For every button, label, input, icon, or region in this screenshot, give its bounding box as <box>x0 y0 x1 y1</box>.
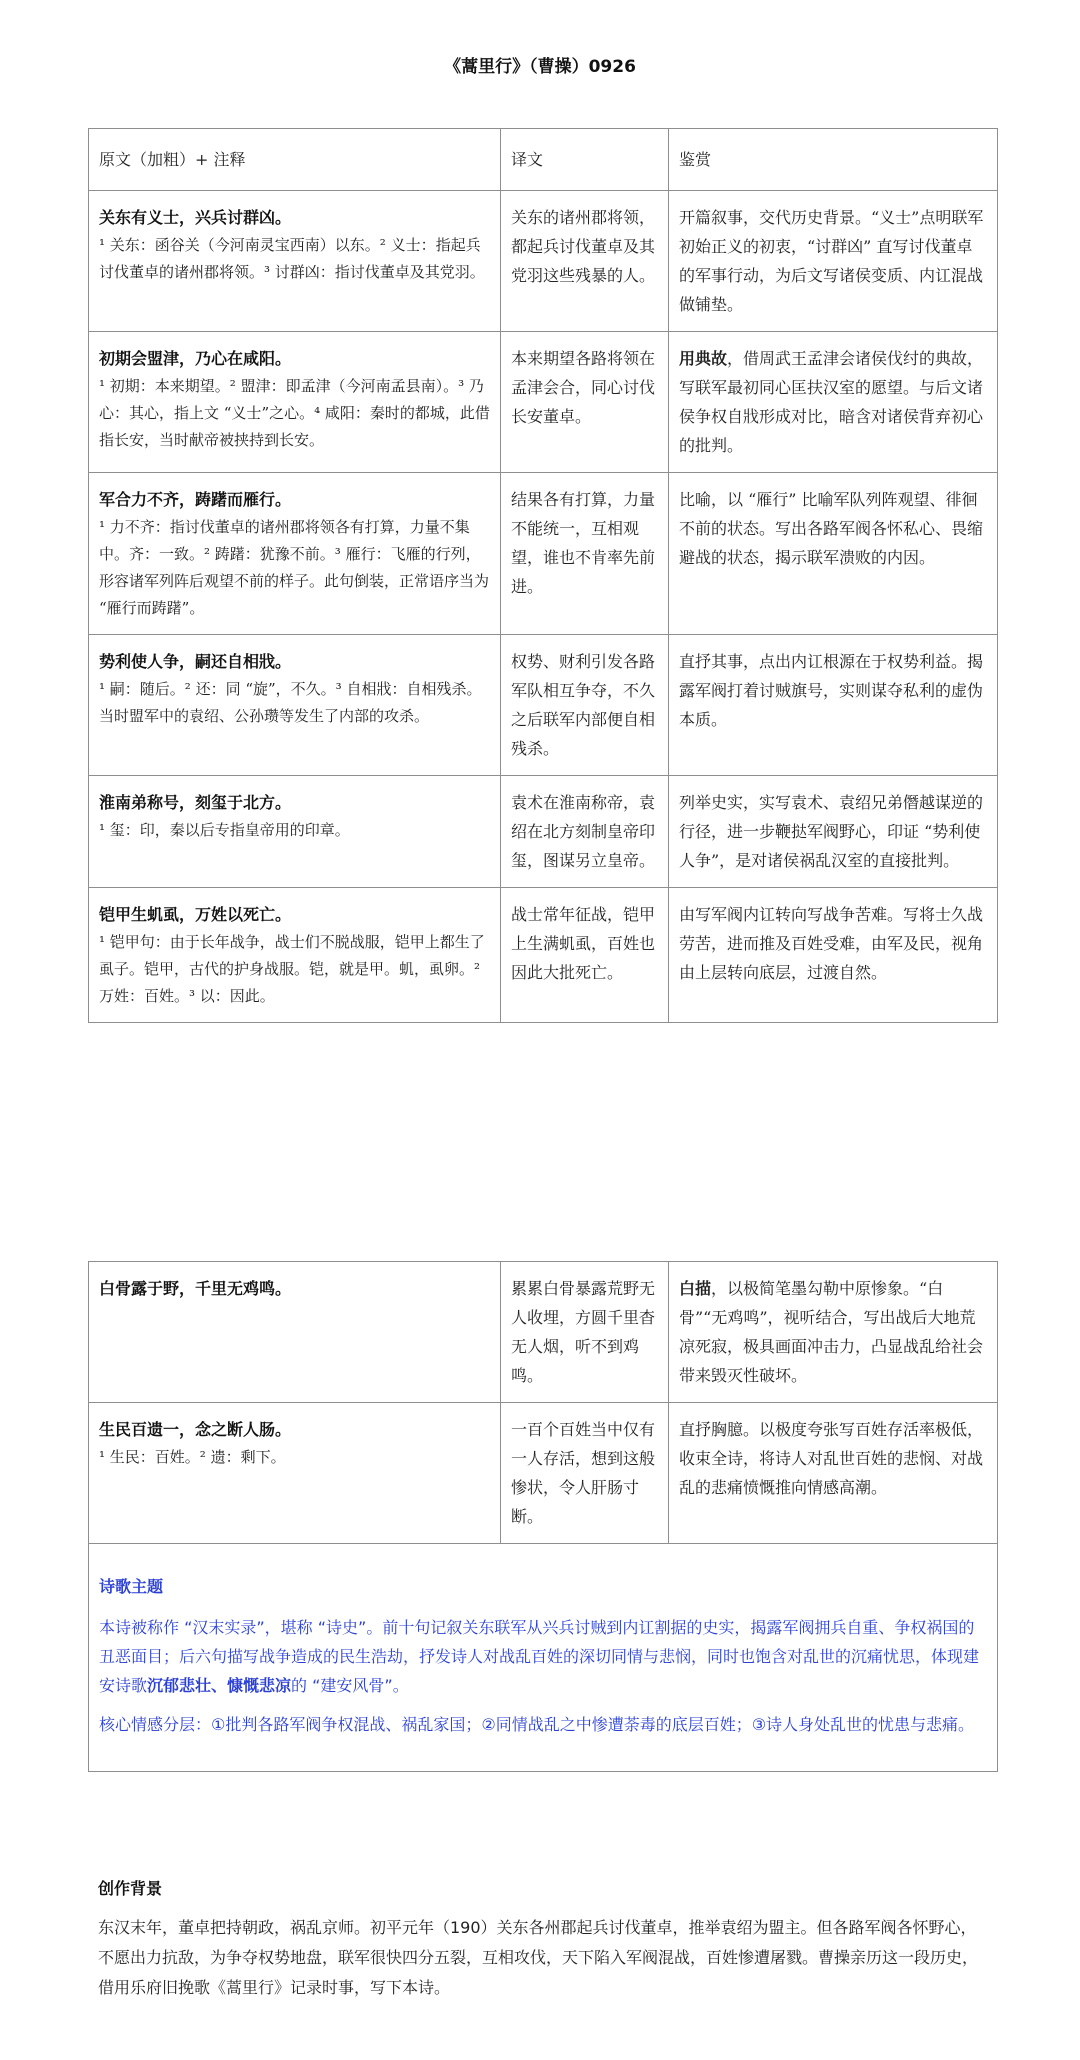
theme-row <box>89 1544 998 1772</box>
annotation: ¹ 关东：函谷关（今河南灵宝西南）以东。² 义士：指起兵讨伐董卓的诸州郡将领。³ 讨群凶：指讨伐董卓及其党羽。 <box>99 236 485 281</box>
original-cell <box>89 191 501 332</box>
emotion-layers: 核心情感分层：①批判各路军阀争权混战、祸乱家国；②同情战乱之中惨遭荼毒的底层百姓；③诗人身处乱世的忧患与悲痛。 <box>99 1715 975 1734</box>
original-cell <box>89 635 501 776</box>
appreciation-cell: 直抒胸臆。以极度夸张写百姓存活率极低，收束全诗，将诗人对乱世百姓的悲悯、对战乱的悲痛愤慨推向情感高潮。 <box>669 1403 998 1544</box>
table-header-row <box>89 129 998 191</box>
original-cell <box>89 776 501 888</box>
translation-cell: 本来期望各路将领在孟津会合，同心讨伐长安董卓。 <box>501 332 669 473</box>
original-cell <box>89 332 501 473</box>
appreciation-cell <box>669 1262 998 1403</box>
appreciation-cell: 比喻，以 “雁行” 比喻军队列阵观望、徘徊不前的状态。写出各路军阀各怀私心、畏缩避战的状态，揭示联军溃败的内因。 <box>669 473 998 635</box>
table-row <box>89 888 998 1023</box>
annotation: ¹ 玺：印，秦以后专指皇帝用的印章。 <box>99 821 350 839</box>
original-line: 势利使人争，嗣还自相戕。 <box>99 652 292 671</box>
annotation: ¹ 力不齐：指讨伐董卓的诸州郡将领各有打算，力量不集中。齐：一致。² 踌躇：犹豫不前。³ 雁行：飞雁的行列，形容诸军列阵后观望不前的样子。此句倒装，正常语序当为 “雁行而踌躇”。 <box>99 518 490 617</box>
page-title: 《蒿里行》（曹操）0926 <box>444 57 636 77</box>
original-cell <box>89 888 501 1023</box>
theme-cell <box>89 1544 998 1772</box>
annotation: ¹ 嗣：随后。² 还：同 “旋”，不久。³ 自相戕：自相残杀。当时盟军中的袁绍、公孙瓒等发生了内部的攻杀。 <box>99 680 482 725</box>
translation-cell: 累累白骨暴露荒野无人收埋，方圆千里杳无人烟，听不到鸡鸣。 <box>501 1262 669 1403</box>
translation-cell: 袁术在淮南称帝，袁绍在北方刻制皇帝印玺，图谋另立皇帝。 <box>501 776 669 888</box>
annotation: ¹ 铠甲句：由于长年战争，战士们不脱战服，铠甲上都生了虱子。铠甲，古代的护身战服。铠，就是甲。虮，虱卵。² 万姓：百姓。³ 以：因此。 <box>99 933 485 1005</box>
translation-cell: 结果各有打算，力量不能统一，互相观望，谁也不肯率先前进。 <box>501 473 669 635</box>
appreciation-keyword: 用典故 <box>679 349 728 368</box>
appreciation-cell: 开篇叙事，交代历史背景。“义士”点明联军初始正义的初衷，“讨群凶” 直写讨伐董卓的军事行动，为后文写诸侯变质、内讧混战做铺垫。 <box>669 191 998 332</box>
theme-text-end: 的 “建安风骨”。 <box>291 1676 409 1695</box>
translation-cell: 权势、财利引发各路军队相互争夺，不久之后联军内部便自相残杀。 <box>501 635 669 776</box>
header-appreciation: 鉴赏 <box>669 129 998 191</box>
poem-table <box>88 128 998 1023</box>
appreciation-cell <box>669 332 998 473</box>
original-cell <box>89 473 501 635</box>
table-row <box>89 635 998 776</box>
theme-title: 诗歌主题 <box>99 1577 164 1596</box>
header-original: 原文（加粗）+ 注释 <box>89 129 501 191</box>
original-line: 白骨露于野，千里无鸡鸣。 <box>99 1279 292 1298</box>
original-line: 铠甲生虮虱，万姓以死亡。 <box>99 905 292 924</box>
table-row <box>89 1403 998 1544</box>
table-row <box>89 473 998 635</box>
appreciation-text: ，借周武王孟津会诸侯伐纣的典故，写联军最初同心匡扶汉室的愿望。与后文诸侯争权自戕形成对比，暗含对诸侯背弃初心的批判。 <box>679 349 984 455</box>
table-row <box>89 332 998 473</box>
poem-table-continued <box>88 1261 998 1772</box>
original-line: 军合力不齐，踌躇而雁行。 <box>99 490 292 509</box>
background-title: 创作背景 <box>98 1879 163 1898</box>
appreciation-cell: 直抒其事，点出内讧根源在于权势利益。揭露军阀打着讨贼旗号，实则谋夺私利的虚伪本质。 <box>669 635 998 776</box>
original-cell <box>89 1403 501 1544</box>
table-row <box>89 1262 998 1403</box>
original-line: 淮南弟称号，刻玺于北方。 <box>99 793 292 812</box>
background-text: 东汉末年，董卓把持朝政，祸乱京师。初平元年（190）关东各州郡起兵讨伐董卓，推举袁绍为盟主。但各路军阀各怀野心，不愿出力抗敌，为争夺权势地盘，联军很快四分五裂，互相攻伐，天下陷入军阀混战，百姓惨遭屠戮。曹操亲历这一段历史，借用乐府旧挽歌《蒿里行》记录时事，写下本诗。 <box>98 1918 979 1997</box>
original-line: 生民百遗一，念之断人肠。 <box>99 1420 292 1439</box>
background-section <box>98 1876 984 2003</box>
translation-cell: 战士常年征战，铠甲上生满虮虱，百姓也因此大批死亡。 <box>501 888 669 1023</box>
header-translation: 译文 <box>501 129 669 191</box>
original-line: 初期会盟津，乃心在咸阳。 <box>99 349 292 368</box>
translation-cell: 关东的诸州郡将领，都起兵讨伐董卓及其党羽这些残暴的人。 <box>501 191 669 332</box>
theme-text: 本诗被称作 “汉末实录”，堪称 “诗史”。前十句记叙关东联军从兴兵讨贼到内讧割据的史实，揭露军阀拥兵自重、争权祸国的丑恶面目；后六句描写战争造成的民生浩劫，抒发诗人对战乱百姓的深切同情与悲悯，同时也饱含对乱世的沉痛忧思，体现建安诗歌 <box>99 1618 980 1695</box>
original-line: 关东有义士，兴兵讨群凶。 <box>99 208 292 227</box>
table-row <box>89 776 998 888</box>
appreciation-cell: 由写军阀内讧转向写战争苦难。写将士久战劳苦，进而推及百姓受难，由军及民，视角由上层转向底层，过渡自然。 <box>669 888 998 1023</box>
original-cell <box>89 1262 501 1403</box>
translation-cell: 一百个百姓当中仅有一人存活，想到这般惨状，令人肝肠寸断。 <box>501 1403 669 1544</box>
annotation: ¹ 初期：本来期望。² 盟津：即孟津（今河南孟县南）。³ 乃心：其心，指上文 “义士”之心。⁴ 咸阳：秦时的都城，此借指长安，当时献帝被挟持到长安。 <box>99 377 490 449</box>
appreciation-cell: 列举史实，实写袁术、袁绍兄弟僭越谋逆的行径，进一步鞭挞军阀野心，印证 “势利使人争”，是对诸侯祸乱汉室的直接批判。 <box>669 776 998 888</box>
table-row <box>89 191 998 332</box>
theme-keyword: 沉郁悲壮、慷慨悲凉 <box>147 1676 292 1695</box>
appreciation-text: ，以极简笔墨勾勒中原惨象。“白骨”“无鸡鸣”，视听结合，写出战后大地荒凉死寂，极具画面冲击力，凸显战乱给社会带来毁灭性破坏。 <box>679 1279 984 1385</box>
appreciation-keyword: 白描 <box>679 1279 712 1298</box>
annotation: ¹ 生民：百姓。² 遗：剩下。 <box>99 1448 286 1466</box>
theme-paragraph <box>99 1613 987 1700</box>
